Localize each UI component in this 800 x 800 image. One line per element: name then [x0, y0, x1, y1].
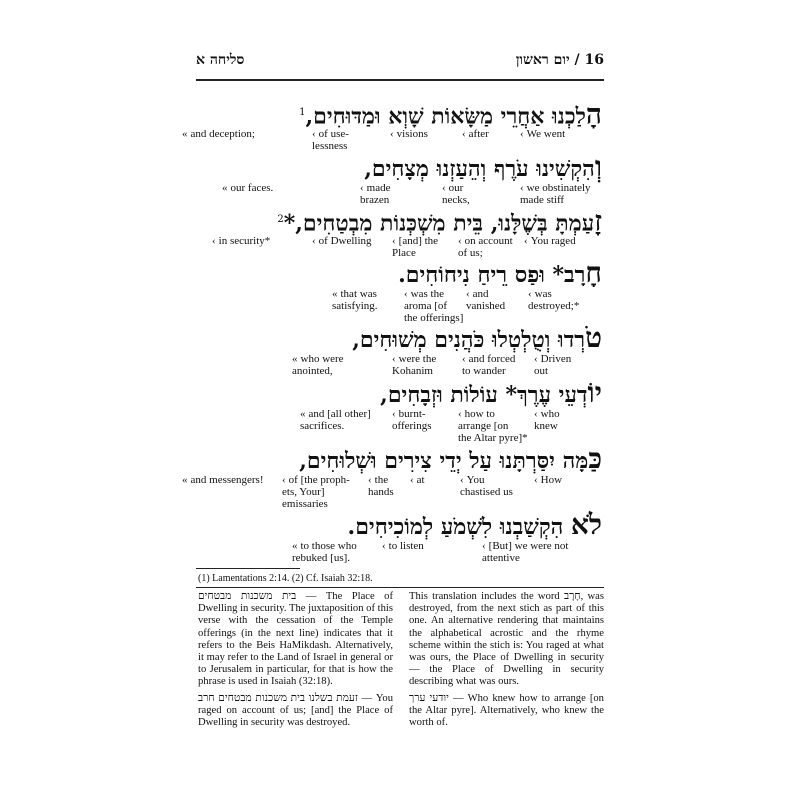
gloss-word [390, 128, 428, 140]
gloss-text: who knew [534, 408, 560, 432]
chevron-left-icon: ‹ [392, 235, 396, 247]
double-chevron-icon: « [332, 288, 338, 300]
initial-letter: זָ [594, 204, 602, 238]
footnote-divider [196, 568, 300, 569]
hebrew-text: לַכְנוּ אַחֲרֵי מַשָּׂאוֹת שָׁוְא וּמַדּוּחִים, [305, 103, 586, 130]
initial-letter: כַּ [588, 442, 602, 475]
gloss-word [534, 474, 562, 486]
double-chevron-icon: « [292, 353, 298, 365]
gloss-text: of use- lessness [312, 128, 349, 152]
gloss-text: [and] the Place [392, 235, 439, 259]
gloss-text: was the aroma [of the offerings] [404, 288, 464, 324]
chevron-left-icon: ‹ [460, 474, 464, 486]
verse-4 [182, 258, 602, 322]
hebrew-line [182, 258, 602, 288]
commentary-paragraph: בית משכנות מבטחים — The Place of Dwelling in security. The juxtaposition of this verse with the cessation of the Temple offerings (in the next line) indicates that it refers to the Beis HaMikdash. Alternatively, it may refer to the Land of Israel in general or to Jerusalem in particular, for that is how the phrase is used in Isaiah (32:18). [198, 591, 393, 688]
double-chevron-icon: « [182, 128, 188, 140]
chevron-left-icon: ‹ [212, 235, 216, 247]
double-chevron-icon: « [292, 540, 298, 552]
gloss-text: the hands [368, 474, 394, 498]
chevron-left-icon: ‹ [466, 288, 470, 300]
gloss-word [482, 540, 568, 564]
gloss-text: our faces. [230, 182, 274, 194]
gloss-word [392, 235, 438, 259]
gloss-text: visions [396, 128, 428, 140]
gloss-word [292, 540, 357, 564]
chevron-left-icon: ‹ [524, 235, 528, 247]
gloss-text: of Dwelling [318, 235, 372, 247]
gloss-text: You raged [530, 235, 576, 247]
gloss-text: to those who rebuked [us]. [292, 540, 357, 564]
commentary-divider [196, 587, 604, 588]
gloss-word [466, 288, 505, 312]
chevron-left-icon: ‹ [368, 474, 372, 486]
gloss-text: our necks, [442, 182, 470, 206]
chevron-left-icon: ‹ [458, 235, 462, 247]
chevron-left-icon: ‹ [312, 128, 316, 140]
initial-letter: יוֹ [587, 376, 602, 409]
gloss-word [404, 288, 463, 324]
chevron-left-icon: ‹ [520, 128, 524, 140]
chevron-left-icon: ‹ [482, 540, 486, 552]
initial-letter: לֹא [570, 508, 602, 541]
chevron-left-icon: ‹ [312, 235, 316, 247]
double-chevron-icon: « [222, 182, 228, 194]
gloss-text: on account of us; [458, 235, 513, 259]
chevron-left-icon: ‹ [410, 474, 414, 486]
commentary-right-column [409, 591, 604, 733]
gloss-word [282, 474, 350, 510]
gloss-word [410, 474, 425, 486]
gloss-word [212, 235, 270, 247]
gloss-row [182, 408, 602, 442]
gloss-word [300, 408, 371, 432]
selichah-title: סליחה א [196, 52, 245, 68]
gloss-word [360, 182, 391, 206]
gloss-word [392, 353, 436, 377]
hebrew-text: רָב* וּפַס רֵיחַ נִיחוֹחִים. [398, 262, 586, 288]
commentary-paragraph: יודעי ערך — Who knew how to arrange [on the Altar pyre]. Alternatively, who knew the worth of. [409, 692, 604, 729]
gloss-word [462, 128, 489, 140]
footnote-marker: 1 [299, 107, 306, 118]
header-divider [196, 79, 604, 81]
gloss-text: in security* [218, 235, 271, 247]
chevron-left-icon: ‹ [360, 182, 364, 194]
gloss-text: was destroyed;* [528, 288, 580, 312]
chevron-left-icon: ‹ [520, 182, 524, 194]
chevron-left-icon: ‹ [534, 474, 538, 486]
gloss-word [392, 408, 432, 432]
hebrew-line [182, 510, 602, 540]
double-chevron-icon: « [182, 474, 188, 486]
hebrew-text: רְדוּ וְטֻלְטְלוּ כֹּהֲנִים מְשׁוּחִים, [352, 327, 586, 353]
footnote-marker: 2 [277, 214, 284, 225]
gloss-word [462, 353, 515, 377]
initial-letter: וְ [594, 150, 602, 183]
hebrew-text: הִקְשִׁינוּ עֹרֶף וְהֵעַזְנוּ מְצָחִים, [364, 156, 595, 182]
gloss-word [458, 235, 513, 259]
chevron-left-icon: ‹ [534, 408, 538, 420]
chevron-left-icon: ‹ [404, 288, 408, 300]
hebrew-text: עַמְתָּ בְּשֶׁלָּנוּ, בֵּית מִשְׁכְּנוֹת מִבְטַחִים,* [283, 210, 595, 237]
chevron-left-icon: ‹ [282, 474, 286, 486]
gloss-text: How [540, 474, 563, 486]
gloss-word [524, 235, 576, 247]
chevron-left-icon: ‹ [382, 540, 386, 552]
chevron-left-icon: ‹ [528, 288, 532, 300]
hebrew-line [182, 97, 602, 131]
initial-letter: הָ [585, 97, 602, 131]
chevron-left-icon: ‹ [392, 353, 396, 365]
gloss-word [332, 288, 378, 312]
commentary-paragraph: This translation includes the word חָרָב, was destroyed, from the next stich as part of this one. An alternative rendering that maintains the alphabetical acrostic and the rhyme scheme within the stich is: You raged at what was ours, the Place of Dwelling in security — the Place of Dwelling in security describing what was ours. [409, 591, 605, 688]
chevron-left-icon: ‹ [462, 353, 466, 365]
footnote: (1) Lamentations 2:14. (2) Cf. Isaiah 32:18. [198, 573, 373, 584]
gloss-text: and vanished [466, 288, 506, 312]
gloss-word [368, 474, 394, 498]
gloss-word [442, 182, 470, 206]
gloss-word [382, 540, 424, 552]
gloss-text: to listen [388, 540, 424, 552]
chevron-left-icon: ‹ [458, 408, 462, 420]
gloss-word [182, 128, 255, 140]
verse-7 [182, 444, 602, 508]
initial-letter: טֹ [585, 321, 602, 354]
commentary-paragraph: זעמת בשלנו בית משכנות מבטחים חרב — You raged on account of us; [and] the Place of Dwelling in security was destroyed. [198, 692, 393, 729]
gloss-row [182, 474, 602, 508]
gloss-word [528, 288, 579, 312]
gloss-text: we obstinately made stiff [520, 182, 591, 206]
gloss-text: how to arrange [on the Altar pyre]* [458, 408, 528, 444]
hebrew-line [182, 378, 602, 408]
gloss-text: We went [526, 128, 566, 140]
initial-letter: חָ [585, 256, 602, 289]
hebrew-text: דְעֵי עֶרֶךְ* עוֹלוֹת וּזְבָחִים, [380, 382, 588, 408]
gloss-word [312, 128, 349, 152]
verse-8 [182, 510, 602, 574]
chevron-left-icon: ‹ [442, 182, 446, 194]
hebrew-line [182, 204, 602, 238]
gloss-text: [But] we were not attentive [482, 540, 569, 564]
gloss-word [458, 408, 528, 444]
gloss-text: that was satisfying. [332, 288, 378, 312]
hebrew-line [182, 444, 602, 474]
gloss-word [534, 353, 571, 377]
hebrew-line [182, 323, 602, 353]
gloss-text: were the Kohanim [392, 353, 437, 377]
hebrew-line [182, 152, 602, 182]
gloss-text: of [the proph- ets, Your] emissaries [282, 474, 350, 510]
hebrew-text: מָּה יִסַּרְתָּנוּ עַל יְדֵי צִירִים וּשְׁלוּחִים, [299, 448, 589, 474]
gloss-text: after [468, 128, 489, 140]
gloss-word [182, 474, 264, 486]
gloss-text: and messengers! [190, 474, 264, 486]
gloss-text: and deception; [190, 128, 255, 140]
hebrew-text: הִקְשַׁבְנוּ לִשְׁמֹעַ לְמוֹכִיחִים. [347, 514, 571, 540]
gloss-word [312, 235, 372, 247]
gloss-word [534, 408, 560, 432]
gloss-text: Driven out [534, 353, 572, 377]
gloss-text: and [all other] sacrifices. [300, 408, 371, 432]
chevron-left-icon: ‹ [534, 353, 538, 365]
gloss-text: burnt- offerings [392, 408, 432, 432]
gloss-word [520, 182, 591, 206]
gloss-text: You chastised us [460, 474, 513, 498]
double-chevron-icon: « [300, 408, 306, 420]
gloss-word [460, 474, 513, 498]
commentary-left-column [198, 591, 393, 733]
gloss-text: at [416, 474, 425, 486]
verse-6 [182, 378, 602, 442]
gloss-text: and forced to wander [462, 353, 516, 377]
gloss-text: who were anointed, [292, 353, 344, 377]
chevron-left-icon: ‹ [390, 128, 394, 140]
gloss-text: made brazen [360, 182, 391, 206]
chevron-left-icon: ‹ [392, 408, 396, 420]
gloss-row [182, 288, 602, 322]
gloss-word [520, 128, 565, 140]
chevron-left-icon: ‹ [462, 128, 466, 140]
gloss-word [222, 182, 273, 194]
page-number-header: 16 / יום ראשון [515, 52, 604, 68]
gloss-word [292, 353, 344, 377]
